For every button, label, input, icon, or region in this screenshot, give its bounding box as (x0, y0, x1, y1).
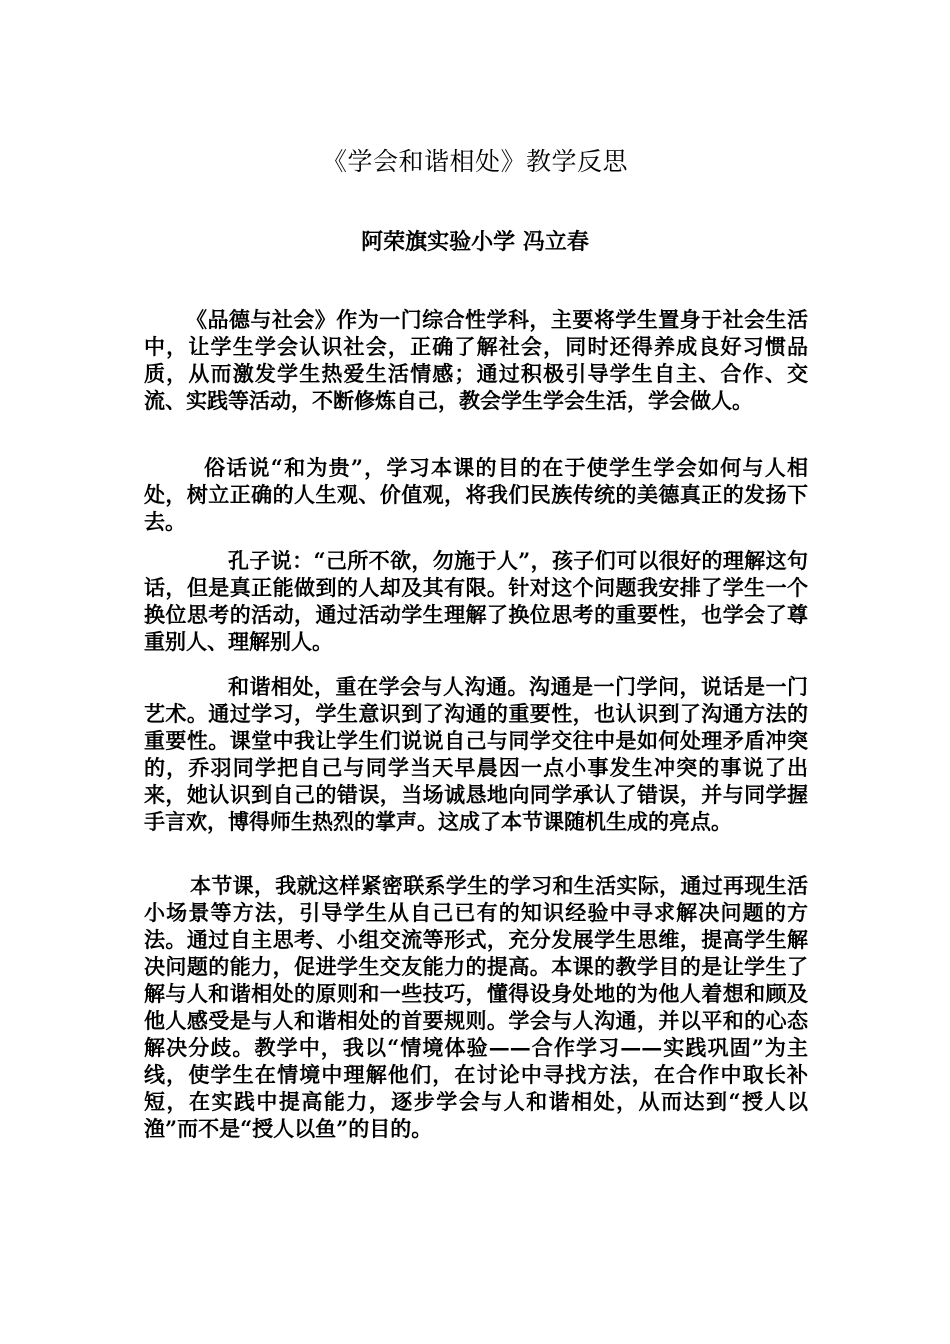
document-title: 《学会和谐相处》教学反思 (321, 147, 628, 176)
author-line: 阿荣旗实验小学 冯立春 (361, 229, 589, 255)
paragraph-3: 孔子说：“己所不欲，勿施于人”，孩子们可以很好的理解这句话，但是真正能做到的人却及其有限。针对这个问题我安排了学生一个换位思考的活动，通过活动学生理解了换位思考的重要性，也学会了尊重别人、理解别人。 (144, 548, 808, 654)
paragraph-2: 俗话说“和为贵”，学习本课的目的在于使学生学会如何与人相处，树立正确的人生观、价值观，将我们民族传统的美德真正的发扬下去。 (144, 455, 808, 534)
paragraph-5: 本节课，我就这样紧密联系学生的学习和生活实际，通过再现生活小场景等方法，引导学生从自己已有的知识经验中寻求解决问题的方法。通过自主思考、小组交流等形式，充分发展学生思维，提高学生解决问题的能力，促进学生交友能力的提高。本课的教学目的是让学生了解与人和谐相处的原则和一些技巧，懂得设身处地的为他人着想和顾及他人感受是与人和谐相处的首要规则。学会与人沟通，并以平和的心态解决分歧。教学中，我以“情境体验——合作学习——实践巩固”为主线，使学生在情境中理解他们，在讨论中寻找方法，在合作中取长补短，在实践中提高能力，逐步学会与人和谐相处，从而达到“授人以渔”而不是“授人以鱼”的目的。 (144, 873, 808, 1141)
paragraph-1: 《品德与社会》作为一门综合性学科，主要将学生置身于社会生活中，让学生学会认识社会，正确了解社会，同时还得养成良好习惯品质，从而激发学生热爱生活情感；通过积极引导学生自主、合作、交流、实践等活动，不断修炼自己，教会学生学会生活，学会做人。 (144, 307, 808, 413)
paragraph-4: 和谐相处，重在学会与人沟通。沟通是一门学问，说话是一门艺术。通过学习，学生意识到了沟通的重要性，也认识到了沟通方法的重要性。课堂中我让学生们说说自己与同学交往中是如何处理矛盾冲突的，乔羽同学把自己与同学当天早晨因一点小事发生冲突的事说了出来，她认识到自己的错误，当场诚恳地向同学承认了错误，并与同学握手言欢，博得师生热烈的掌声。这成了本节课随机生成的亮点。 (144, 674, 808, 834)
